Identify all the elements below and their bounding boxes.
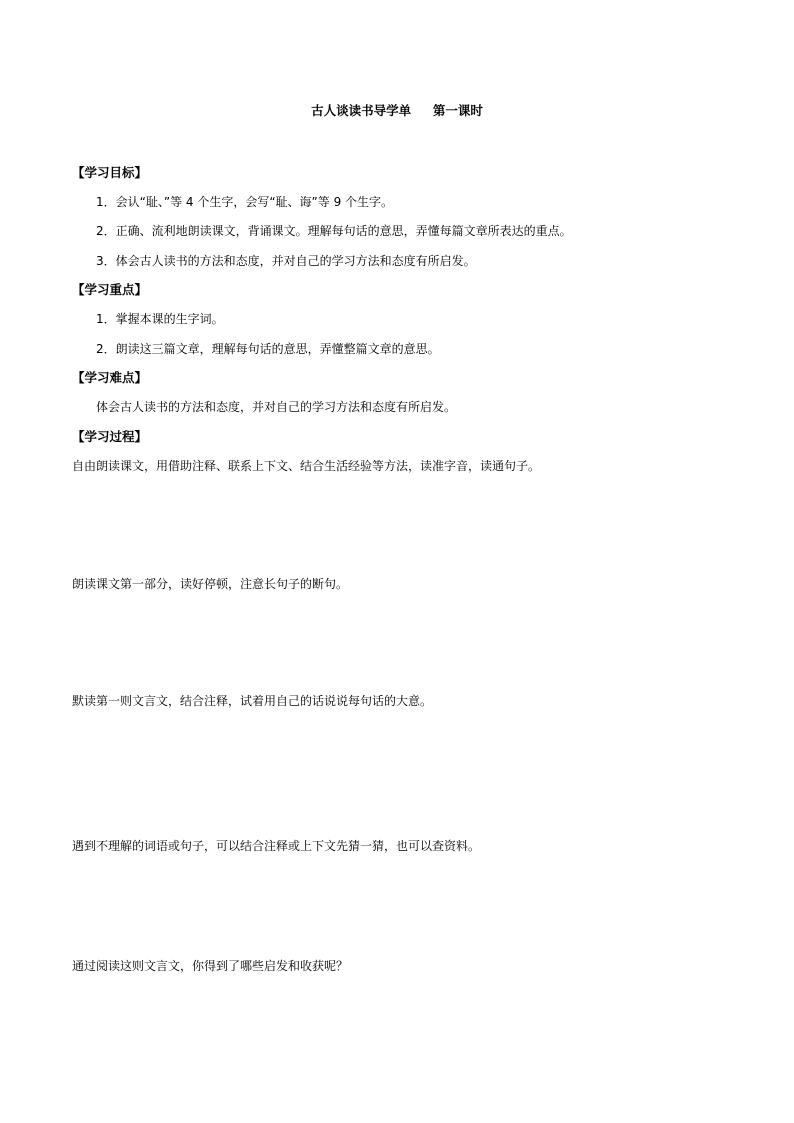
section-heading-process: 【学习过程】 — [72, 429, 148, 444]
goal-item-1: 1．会认“耻、”等 4 个生字，会写“耻、诲”等 9 个生字。 — [96, 195, 394, 209]
goal-item-2: 2．正确、流利地朗读课文，背诵课文。理解每句话的意思，弄懂每篇文章所表达的重点。 — [96, 224, 572, 238]
section-heading-focus: 【学习重点】 — [72, 282, 148, 297]
process-step-2: 朗读课文第一部分，读好停顿，注意长句子的断句。 — [72, 577, 349, 591]
process-step-3: 默读第一则文言文，结合注释，试着用自己的话说说每句话的大意。 — [72, 694, 433, 708]
focus-item-2: 2．朗读这三篇文章，理解每句话的意思，弄懂整篇文章的意思。 — [96, 342, 440, 356]
process-step-1: 自由朗读课文，用借助注释、联系上下文、结合生活经验等方法，读准字音，读通句子。 — [72, 459, 541, 473]
page-title: 古人谈读书导学单 第一课时 — [311, 103, 483, 118]
focus-item-1: 1．掌握本课的生字词。 — [96, 312, 224, 326]
process-step-5: 通过阅读这则文言文，你得到了哪些启发和收获呢？ — [72, 959, 349, 973]
process-step-4: 遇到不理解的词语或句子，可以结合注释或上下文先猜一猜，也可以查资料。 — [72, 839, 481, 853]
goal-item-3: 3．体会古人读书的方法和态度，并对自己的学习方法和态度有所启发。 — [96, 254, 476, 268]
section-heading-difficulty: 【学习难点】 — [72, 370, 148, 385]
difficulty-text: 体会古人读书的方法和态度，并对自己的学习方法和态度有所启发。 — [96, 400, 457, 414]
section-heading-goals: 【学习目标】 — [72, 165, 148, 180]
